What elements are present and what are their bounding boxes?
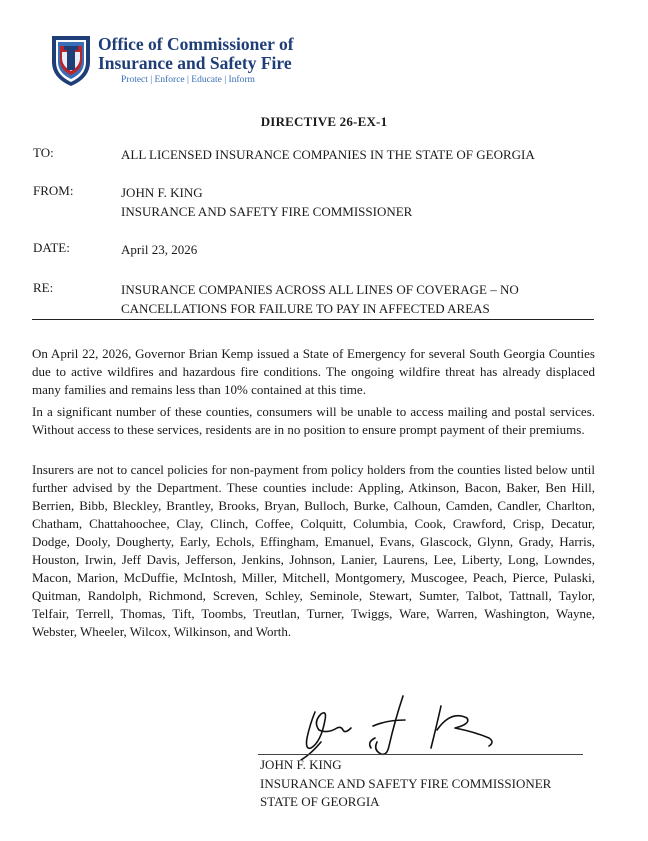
from-name: JOHN F. KING: [121, 185, 203, 200]
to-label: TO:: [33, 145, 54, 160]
directive-number: DIRECTIVE 26-EX-1: [260, 114, 388, 129]
from-title: INSURANCE AND SAFETY FIRE COMMISSIONER: [121, 204, 413, 219]
agency-name: [98, 35, 294, 73]
signer-state: STATE OF GEORGIA: [260, 794, 380, 809]
paragraph-postal: In a significant number of these counties, consumers will be unable to access mailing and postal services. Without access to these services, residents are in no position to ensure prompt payment of their premiums.: [32, 404, 595, 437]
date-value: April 23, 2026: [121, 242, 198, 257]
agency-name-line2: Insurance and Safety Fire: [98, 53, 292, 73]
agency-logo: [46, 29, 306, 91]
signer-title: INSURANCE AND SAFETY FIRE COMMISSIONER: [260, 775, 552, 791]
signature-block: [260, 756, 551, 812]
from-value: [121, 183, 412, 221]
to-value: ALL LICENSED INSURANCE COMPANIES IN THE STATE OF GEORGIA: [121, 147, 535, 162]
agency-name-line1: Office of Commissioner of: [98, 34, 294, 54]
signature-line: [258, 754, 583, 755]
signer-name: JOHN F. KING: [260, 757, 342, 772]
handwritten-signature: [255, 690, 585, 760]
re-value: [121, 280, 519, 318]
re-line2: CANCELLATIONS FOR FAILURE TO PAY IN AFFECTED AREAS: [121, 301, 490, 316]
georgia-seal-shield-icon: [46, 32, 96, 88]
agency-tagline: Protect | Enforce | Educate | Inform: [121, 75, 255, 85]
header-divider: [32, 319, 594, 320]
from-label: FROM:: [33, 183, 74, 198]
re-label: RE:: [33, 280, 54, 295]
paragraph-counties: Insurers are not to cancel policies for non-payment from policy holders from the counties listed below until further advised by the Department. These counties include: Appling, Atkinson, Bacon, Baker, Ben Hill, Berrien, Bibb, Bleckley, Brantley, Brooks, Bryan, Bulloch, Burke, Calhoun, Camden, Candler, Charlton, Chatham, Chattahoochee, Clay, Clinch, Coffee, Colquitt, Columbia, Cook, Crawford, Crisp, Decatur, Dodge, Dooly, Dougherty, Early, Echols, Effingham, Emanuel, Evans, Glascock, Glynn, Grady, Harris, Houston, Irwin, Jeff Davis, Jefferson, Jenkins, Johnson, Lanier, Laurens, Lee, Liberty, Long, Lowndes, Macon, Marion, McDuffie, McIntosh, Miller, Mitchell, Montgomery, Muscogee, Peach, Pierce, Pulaski, Quitman, Randolph, Richmond, Screven, Schley, Seminole, Stewart, Sumter, Talbot, Tattnall, Taylor, Telfair, Terrell, Thomas, Tift, Toombs, Treutlan, Turner, Twiggs, Ware, Warren, Washington, Wayne, Webster, Wheeler, Wilcox, Wilkinson, and Worth.: [32, 462, 595, 639]
re-line1: INSURANCE COMPANIES ACROSS ALL LINES OF COVERAGE – NO: [121, 282, 519, 297]
date-label: DATE:: [33, 240, 70, 255]
paragraph-emergency: On April 22, 2026, Governor Brian Kemp issued a State of Emergency for several South Georgia Counties due to active wildfires and hazardous fire conditions. The ongoing wildfire threat has already displaced many families and remains less than 10% contained at this time.: [32, 346, 595, 397]
